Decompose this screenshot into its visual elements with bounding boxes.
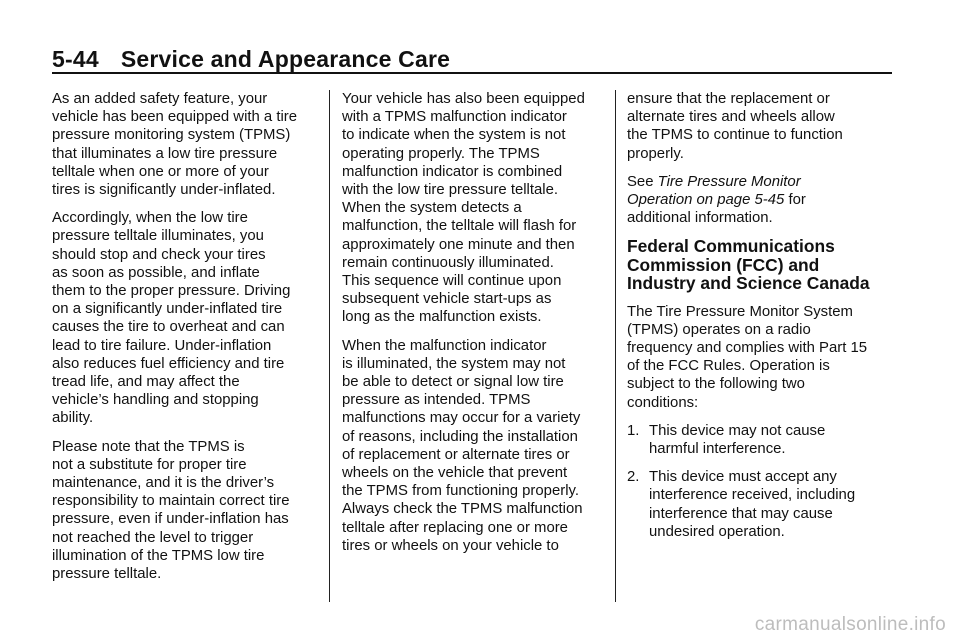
text-line: vehicle has been equipped with a tire [52,109,298,126]
text-line: as soon as possible, and inflate [52,264,260,281]
text-line [627,173,892,191]
text-line: malfunction, the telltale will flash for [342,218,577,235]
text-line: ensure that the replacement or [627,91,830,107]
text-line: Always check the TPMS malfunction [342,501,583,518]
see-lead: See [627,173,658,190]
text-line: long as the malfunction exists. [342,309,542,326]
text-line: As an added safety feature, your [52,91,268,107]
heading-line: Federal Communications [627,236,835,257]
column-2 [342,90,612,565]
text-line: This device must accept any [649,469,837,486]
paragraph-fcc [627,303,892,412]
text-line: vehicle’s handling and stopping [52,392,259,409]
text-line: alternate tires and wheels allow [627,109,835,126]
list-body [649,468,892,541]
text-line: subject to the following two [627,376,805,393]
text-line: maintenance, and it is the driver’s [52,475,275,492]
paragraph-ensure [627,90,892,163]
see-trail: for [784,192,806,209]
text-line: to indicate when the system is not [342,127,566,144]
text-line: subsequent vehicle start-ups as [342,291,552,308]
text-line: When the malfunction indicator [342,337,547,354]
text-line: pressure as intended. TPMS [342,392,531,409]
text-line: pressure, even if under-inflation has [52,511,289,528]
text-line: telltale when one or more of your [52,163,269,180]
text-line: pressure telltale. [52,566,162,583]
list-body [649,422,892,458]
text-line: the TPMS from functioning properly. [342,483,579,500]
text-line: illumination of the TPMS low tire [52,547,265,564]
text-line: ability. [52,410,94,427]
text-line: responsibility to maintain correct tire [52,493,290,510]
text-line: Accordingly, when the low tire [52,210,248,227]
text-line: pressure telltale illuminates, you [52,228,264,245]
text-line: of replacement or alternate tires or [342,446,570,463]
text-line: conditions: [627,394,699,411]
text-line: Your vehicle has also been equipped [342,91,585,107]
text-line: tires is significantly under-inflated. [52,182,276,199]
text-line: causes the tire to overheat and can [52,319,285,336]
text-line: is illuminated, the system may not [342,355,566,372]
list-number: 2. [627,469,640,486]
list-item [627,468,892,541]
text-line: with a TPMS malfunction indicator [342,109,567,126]
column-1 [52,90,322,593]
text-line: malfunction indicator is combined [342,163,563,180]
text-line: telltale after replacing one or more [342,519,568,536]
text-line: be able to detect or signal low tire [342,374,564,391]
paragraph-please-note [52,438,322,584]
paragraph-see-reference [627,173,892,228]
page-number: 5-44 [52,46,99,72]
text-line: The Tire Pressure Monitor System [627,303,853,320]
text-line: interference that may cause [649,505,833,522]
list-number: 1. [627,422,640,439]
text-line: pressure monitoring system (TPMS) [52,127,291,144]
text-line: with the low tire pressure telltale. [342,182,559,199]
paragraph-malfunction-indicator [342,90,612,327]
text-line: harmful interference. [649,441,786,458]
text-line: not a substitute for proper tire [52,456,247,473]
text-line: interference received, including [649,487,856,504]
text-line: the TPMS to continue to function [627,127,843,144]
text-line: properly. [627,145,684,162]
heading-line: Commission (FCC) and [627,254,820,275]
text-line: not reached the level to trigger [52,529,254,546]
cross-reference-link[interactable]: Tire Pressure Monitor [657,173,801,190]
page-header [52,38,892,72]
text-line: them to the proper pressure. Driving [52,283,291,300]
text-line: operating properly. The TPMS [342,145,540,162]
text-line: should stop and check your tires [52,246,266,263]
watermark: carmanualsonline.info [754,614,946,635]
cross-reference-link[interactable]: Operation on page 5-45 [627,192,785,209]
section-heading-fcc [627,237,892,292]
text-line: wheels on the vehicle that prevent [342,465,568,482]
text-line: This device may not cause [649,422,826,439]
text-line: that illuminates a low tire pressure [52,145,278,162]
column-divider [329,90,330,602]
text-line: lead to tire failure. Under-inflation [52,337,272,354]
paragraph-accordingly [52,209,322,427]
text-line: frequency and complies with Part 15 [627,340,868,357]
text-line: also reduces fuel efficiency and tire [52,355,285,372]
column-3 [627,90,892,551]
text-line: of reasons, including the installation [342,428,578,445]
text-line: remain continuously illuminated. [342,254,554,271]
text-line: undesired operation. [649,523,785,540]
text-line: Please note that the TPMS is [52,438,245,455]
text-line: approximately one minute and then [342,236,575,253]
text-line: of the FCC Rules. Operation is [627,358,830,375]
text-line: malfunctions may occur for a variety [342,410,581,427]
text-line: tread life, and may affect the [52,374,240,391]
text-line: (TPMS) operates on a radio [627,321,811,338]
text-line [627,191,892,209]
list-item [627,422,892,458]
section-title: Service and Appearance Care [120,46,451,72]
text-line: on a significantly under-inflated tire [52,301,283,318]
text-line: When the system detects a [342,200,522,217]
header-rule [52,72,892,74]
heading-line: Industry and Science Canada [627,273,870,294]
text-line: tires or wheels on your vehicle to [342,537,559,554]
paragraph-when-illuminated [342,337,612,555]
text-line: This sequence will continue upon [342,273,562,290]
text-line: additional information. [627,210,773,227]
column-divider [615,90,616,602]
paragraph-safety-feature [52,90,322,199]
